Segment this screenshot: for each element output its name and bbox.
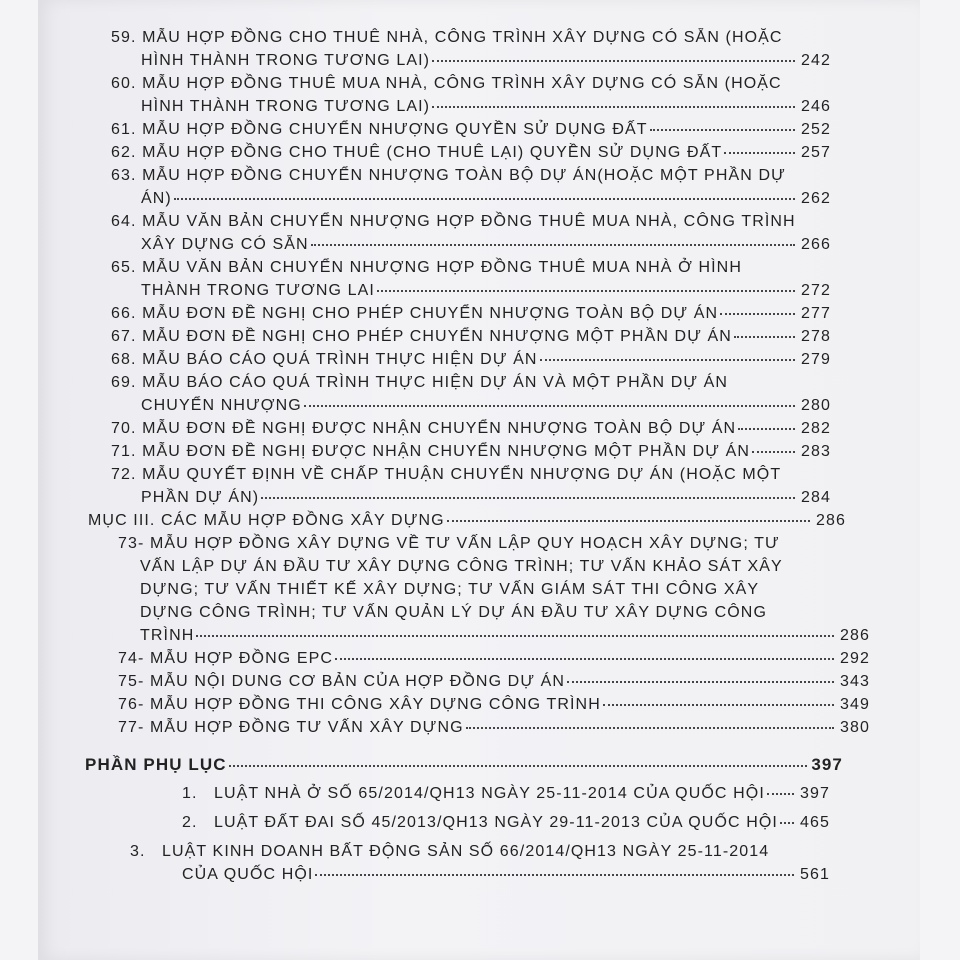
toc-entry-last-line xyxy=(111,118,831,141)
toc-entry[interactable] xyxy=(118,647,870,670)
toc-entry[interactable] xyxy=(111,417,831,440)
toc-entry-last-line xyxy=(118,647,870,670)
dot-leader xyxy=(466,727,834,729)
toc-entry-line: XÂY DỰNG CÓ SẴN xyxy=(141,236,309,253)
toc-entry-line: CHUYỂN NHƯỢNG xyxy=(141,397,302,414)
toc-entry-last-line xyxy=(111,417,831,440)
toc-entry[interactable] xyxy=(118,532,870,647)
page-number: 278 xyxy=(801,328,831,345)
dot-leader xyxy=(767,793,794,795)
dot-leader xyxy=(734,336,795,338)
dot-leader xyxy=(447,520,810,522)
toc-entry-line: 72. MẪU QUYẾT ĐỊNH VỀ CHẤP THUẬN CHUYỂN NHƯỢNG DỰ ÁN (HOẶC MỘT xyxy=(111,466,782,483)
toc-entry[interactable] xyxy=(111,164,831,210)
toc-entry-line xyxy=(130,811,778,834)
toc-entry[interactable] xyxy=(111,141,831,164)
toc-entry-text: LUẬT KINH DOANH BẤT ĐỘNG SẢN SỐ 66/2014/QH13 NGÀY 25-11-2014 xyxy=(162,843,770,860)
toc-entry-line: 73- MẪU HỢP ĐỒNG XÂY DỰNG VỀ TƯ VẤN LẬP QUY HOẠCH XÂY DỰNG; TƯ xyxy=(118,535,780,552)
toc-entry[interactable] xyxy=(130,782,830,805)
toc-entry-line: PHẦN PHỤ LỤC xyxy=(85,755,227,774)
toc-entry-line: DỰNG CÔNG TRÌNH; TƯ VẤN QUẢN LÝ DỰ ÁN ĐẦU TƯ XÂY DỰNG CÔNG xyxy=(140,604,768,621)
toc-entry[interactable] xyxy=(111,26,831,72)
toc-entry-last-line xyxy=(118,716,870,739)
dot-leader xyxy=(738,428,795,430)
toc-entry-last-line xyxy=(85,753,843,776)
toc-item-number: 3. xyxy=(130,843,146,860)
toc-entry-last-line xyxy=(118,624,870,647)
book-page xyxy=(38,0,920,960)
dot-leader xyxy=(315,874,794,876)
toc-entry-line: 75- MẪU NỘI DUNG CƠ BẢN CỦA HỢP ĐỒNG DỰ ÁN xyxy=(118,673,566,690)
toc-entry-line: 67. MẪU ĐƠN ĐỀ NGHỊ CHO PHÉP CHUYỂN NHƯỢNG MỘT PHẦN DỰ ÁN xyxy=(111,328,732,345)
page-number: 262 xyxy=(801,190,831,207)
toc-entry-last-line xyxy=(111,233,831,256)
toc-entry-line: 62. MẪU HỢP ĐỒNG CHO THUÊ (CHO THUÊ LẠI) QUYỀN SỬ DỤNG ĐẤT xyxy=(111,144,723,161)
toc-entry-line: 66. MẪU ĐƠN ĐỀ NGHỊ CHO PHÉP CHUYỂN NHƯỢNG TOÀN BỘ DỰ ÁN xyxy=(111,305,719,322)
dot-leader xyxy=(261,497,795,499)
toc-entry-line: 64. MẪU VĂN BẢN CHUYỂN NHƯỢNG HỢP ĐỒNG THUÊ MUA NHÀ, CÔNG TRÌNH xyxy=(111,213,796,230)
toc-entry-last-line xyxy=(111,348,831,371)
toc-entry-line: CỦA QUỐC HỘI xyxy=(182,866,314,883)
toc-entry-line: 65. MẪU VĂN BẢN CHUYỂN NHƯỢNG HỢP ĐỒNG THUÊ MUA NHÀ Ở HÌNH xyxy=(111,259,742,276)
page-number: 280 xyxy=(801,397,831,414)
toc-entry-last-line xyxy=(111,302,831,325)
dot-leader xyxy=(780,822,794,824)
toc-entry[interactable] xyxy=(111,210,831,256)
page-number: 242 xyxy=(801,52,831,69)
toc-entry-line: 74- MẪU HỢP ĐỒNG EPC xyxy=(118,650,334,667)
toc-entry-line: DỰNG; TƯ VẤN THIẾT KẾ XÂY DỰNG; TƯ VẤN GIÁM SÁT THI CÔNG XÂY xyxy=(140,581,760,598)
toc-entry[interactable] xyxy=(111,302,831,325)
page-number: 343 xyxy=(840,673,870,690)
page-number: 283 xyxy=(801,443,831,460)
page-number: 272 xyxy=(801,282,831,299)
toc-entry[interactable] xyxy=(118,716,870,739)
dot-leader xyxy=(752,451,795,453)
page-number: 277 xyxy=(801,305,831,322)
toc-entry-line: 76- MẪU HỢP ĐỒNG THI CÔNG XÂY DỰNG CÔNG TRÌNH xyxy=(118,696,601,713)
dot-leader xyxy=(311,244,795,246)
dot-leader xyxy=(724,152,795,154)
toc-entry-line: 60. MẪU HỢP ĐỒNG THUÊ MUA NHÀ, CÔNG TRÌNH XÂY DỰNG CÓ SẴN (HOẶC xyxy=(111,75,782,92)
dot-leader xyxy=(377,290,795,292)
toc-entry-line: THÀNH TRONG TƯƠNG LAI xyxy=(141,282,375,299)
toc-entry-last-line xyxy=(130,811,830,834)
page-number: 349 xyxy=(840,696,870,713)
page-number: 397 xyxy=(811,755,843,774)
dot-leader xyxy=(335,658,834,660)
table-of-contents xyxy=(38,26,920,886)
toc-entry-last-line xyxy=(130,782,830,805)
dot-leader xyxy=(432,60,795,62)
toc-entry[interactable] xyxy=(111,256,831,302)
toc-entry-line: ÁN) xyxy=(141,190,172,207)
dot-leader xyxy=(720,313,795,315)
toc-entry-line: HÌNH THÀNH TRONG TƯƠNG LAI) xyxy=(141,52,431,69)
dot-leader xyxy=(229,765,807,767)
toc-entry-text xyxy=(130,840,769,863)
dot-leader xyxy=(174,198,795,200)
toc-entry-last-line xyxy=(88,509,846,532)
toc-entry-line: 68. MẪU BÁO CÁO QUÁ TRÌNH THỰC HIỆN DỰ ÁN xyxy=(111,351,538,368)
toc-entry-last-line xyxy=(111,486,831,509)
page-number: 465 xyxy=(800,814,830,831)
dot-leader xyxy=(567,681,834,683)
toc-entry-last-line xyxy=(111,325,831,348)
toc-entry-last-line xyxy=(111,279,831,302)
toc-entry-last-line xyxy=(111,440,831,463)
dot-leader xyxy=(304,405,795,407)
section-heading[interactable] xyxy=(88,509,846,532)
dot-leader xyxy=(432,106,795,108)
toc-entry-line: HÌNH THÀNH TRONG TƯƠNG LAI) xyxy=(141,98,431,115)
spacer xyxy=(38,739,920,753)
toc-entry[interactable] xyxy=(130,840,830,886)
toc-entry-text: LUẬT NHÀ Ở SỐ 65/2014/QH13 NGÀY 25-11-2014 CỦA QUỐC HỘI xyxy=(214,785,765,802)
toc-entry-last-line xyxy=(111,187,831,210)
page-number: 266 xyxy=(801,236,831,253)
toc-entry-last-line xyxy=(111,49,831,72)
toc-entry-last-line xyxy=(118,693,870,716)
toc-entry-line: 70. MẪU ĐƠN ĐỀ NGHỊ ĐƯỢC NHẬN CHUYỂN NHƯỢNG TOÀN BỘ DỰ ÁN xyxy=(111,420,737,437)
page-number: 292 xyxy=(840,650,870,667)
page-number: 380 xyxy=(840,719,870,736)
toc-item-number: 1. xyxy=(182,785,198,802)
page-number: 246 xyxy=(801,98,831,115)
dot-leader xyxy=(196,635,834,637)
toc-entry[interactable] xyxy=(118,670,870,693)
toc-entry-line: 69. MẪU BÁO CÁO QUÁ TRÌNH THỰC HIỆN DỰ ÁN VÀ MỘT PHẦN DỰ ÁN xyxy=(111,374,729,391)
toc-entry-line: 63. MẪU HỢP ĐỒNG CHUYỂN NHƯỢNG TOÀN BỘ DỰ ÁN(HOẶC MỘT PHẦN DỰ xyxy=(111,167,786,184)
toc-entry[interactable] xyxy=(118,693,870,716)
appendix-heading[interactable] xyxy=(85,753,843,776)
page-number: 286 xyxy=(816,512,846,529)
toc-entry-last-line xyxy=(130,863,830,886)
toc-entry-line xyxy=(130,840,830,863)
toc-entry-last-line xyxy=(111,141,831,164)
toc-entry[interactable] xyxy=(111,463,831,509)
toc-entry[interactable] xyxy=(111,118,831,141)
page-number: 286 xyxy=(840,627,870,644)
dot-leader xyxy=(540,359,795,361)
toc-entry[interactable] xyxy=(130,811,830,834)
toc-entry-text: LUẬT ĐẤT ĐAI SỐ 45/2013/QH13 NGÀY 29-11-2013 CỦA QUỐC HỘI xyxy=(214,814,778,831)
toc-entry-line: PHẦN DỰ ÁN) xyxy=(141,489,260,506)
toc-entry-last-line xyxy=(111,95,831,118)
toc-entry[interactable] xyxy=(111,325,831,348)
toc-entry-line: 71. MẪU ĐƠN ĐỀ NGHỊ ĐƯỢC NHẬN CHUYỂN NHƯỢNG MỘT PHẦN DỰ ÁN xyxy=(111,443,751,460)
toc-entry-line: 77- MẪU HỢP ĐỒNG TƯ VẤN XÂY DỰNG xyxy=(118,719,464,736)
page-number: 282 xyxy=(801,420,831,437)
dot-leader xyxy=(603,704,834,706)
toc-entry[interactable] xyxy=(111,72,831,118)
toc-entry-line: 59. MẪU HỢP ĐỒNG CHO THUÊ NHÀ, CÔNG TRÌNH XÂY DỰNG CÓ SẴN (HOẶC xyxy=(111,29,783,46)
page-number: 561 xyxy=(800,866,830,883)
toc-entry-line: VẤN LẬP DỰ ÁN ĐẦU TƯ XÂY DỰNG CÔNG TRÌNH; TƯ VẤN KHẢO SÁT XÂY xyxy=(140,558,783,575)
toc-entry[interactable] xyxy=(111,348,831,371)
page-number: 257 xyxy=(801,144,831,161)
toc-entry-last-line xyxy=(111,394,831,417)
page-number: 397 xyxy=(800,785,830,802)
toc-entry-line xyxy=(130,782,765,805)
toc-item-number: 2. xyxy=(182,814,198,831)
toc-entry-last-line xyxy=(118,670,870,693)
page-number: 284 xyxy=(801,489,831,506)
toc-entry[interactable] xyxy=(111,371,831,417)
toc-entry-line: TRÌNH xyxy=(140,627,195,644)
dot-leader xyxy=(650,129,795,131)
page-number: 252 xyxy=(801,121,831,138)
toc-entry-line: MỤC III. CÁC MẪU HỢP ĐỒNG XÂY DỰNG xyxy=(88,512,445,529)
toc-entry[interactable] xyxy=(111,440,831,463)
page-number: 279 xyxy=(801,351,831,368)
toc-entry-line: 61. MẪU HỢP ĐỒNG CHUYỂN NHƯỢNG QUYỀN SỬ DỤNG ĐẤT xyxy=(111,121,648,138)
